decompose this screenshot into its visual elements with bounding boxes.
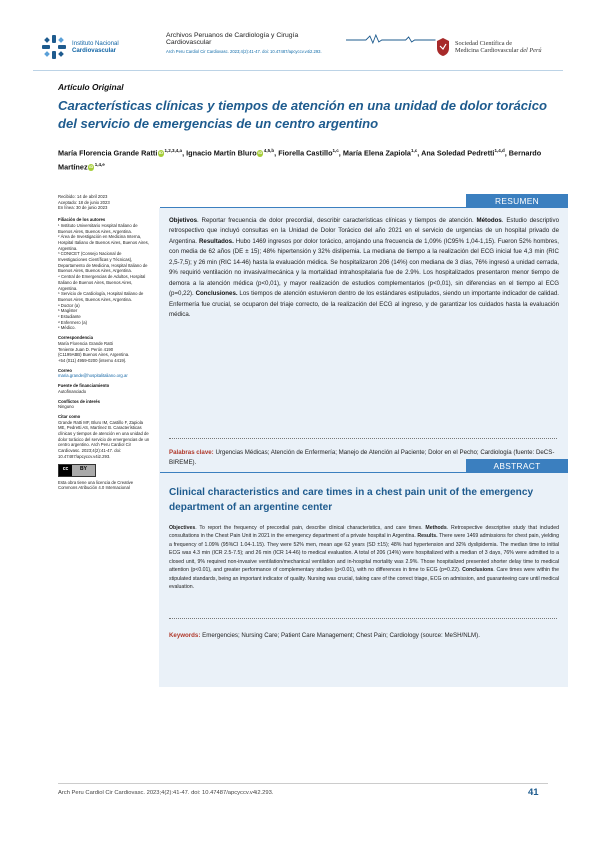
date-online: En línea: 30 de junio 2023 (58, 205, 108, 211)
keywords-text: Emergencies; Nursing Care; Patient Care Management; Chest Pain; Cardiology (source: MeSH/NLM). (200, 632, 480, 639)
by-icon: BY (72, 465, 95, 476)
society-name-suffix: del Perú (520, 47, 542, 54)
correspondence-line: María Florencia Grande Ratti (58, 340, 113, 346)
keywords (169, 631, 559, 641)
abstract-text (169, 524, 559, 592)
affiliation-item: ᵈ Enfermero (a) (58, 319, 88, 325)
correspondence-line: +54 (011) 4959-0200 (interno 4419). (58, 357, 127, 363)
author-name: Fiorella Castillo (278, 148, 333, 158)
cite-heading: Citar como (58, 413, 81, 419)
author-affiliation: 1,4,e (94, 162, 105, 168)
institute-logo-icon (40, 33, 68, 61)
funding-heading: Fuente de financiamiento (58, 383, 110, 389)
institute-name-line1: Instituto Nacional (72, 40, 119, 47)
author-name: María Elena Zapiola (342, 148, 411, 158)
author-affiliation: 4,5,b (263, 148, 275, 153)
affiliation-item: ⁴ Central de Emergencias de Adultos, Hospital Italiano de Buenos Aires, Buenos Aires, Argentina. (58, 274, 146, 291)
palabras-clave-label: Palabras clave: (169, 449, 214, 456)
author-affiliation: 1,c (332, 148, 339, 153)
abstract-tab: ABSTRACT (466, 459, 568, 473)
conflicts-value: Ninguno (58, 404, 74, 410)
resumen-tab: RESUMEN (466, 194, 568, 208)
affiliation-item: ᵉ Médico. (58, 325, 76, 331)
article-title-en: Clinical characteristics and care times in a chest pain unit of the emergency department of an argentine center (169, 487, 534, 513)
resultados-label: Resultados. (198, 237, 234, 245)
ecg-line-icon (346, 34, 436, 44)
conclusions-text: . Care times were within the stipulated standards, being an important indicator of quality. Nursing was crucial, taking care of the correct triage, ECG on admission, and guaranteeing care until medical evaluation. (169, 567, 559, 591)
author-affiliation: 1,4,d (494, 148, 505, 153)
author-list: María Florencia Grande Ratti iD $^{1,2,3,4,a}$, Ignacio Martín Bluro iD $^{4,5,b}$, Fiorella Castillo$^{1,c}$, María Elena Zapiola$^{1,c}$, Ana Soledad Pedretti$^{1,4,d}$, Bernardo Martínez iD $^{1,4,e}$ (58, 148, 542, 172)
affiliation-item: ¹ Instituto Universitario Hospital Italiano de Buenos Aires, Buenos Aires, Argentina. (58, 222, 138, 234)
author-name: Ana Soledad Pedretti (421, 148, 495, 158)
conclusions-label: Conclusions (462, 567, 494, 574)
institute-logo (40, 30, 160, 64)
author-affiliation: 1,2,3,4,a (164, 148, 183, 153)
metodos-label: Métodos (476, 217, 502, 224)
author-name: María Florencia Grande Ratti (58, 148, 158, 158)
funding-value: Autofinanciado (58, 388, 87, 394)
objectives-text: . To report the frequency of precordial pain, describe clinical characteristics, and care times. (195, 525, 426, 531)
correspondence-line: (C1199ABB) Buenos Aires, Argentina. (58, 352, 130, 358)
article-type: Artículo Original (58, 82, 124, 92)
orcid-icon[interactable]: iD (258, 150, 263, 156)
footer-citation: Arch Peru Cardiol Cir Cardiovasc. 2023;4(2):41-47. doi: 10.47487/apcyccv.v4i2.293. (58, 790, 274, 796)
affiliations-heading: Filiación de los autores (58, 217, 106, 223)
journal-name: Archivos Peruanos de Cardiología y Cirugía Cardiovascular (166, 32, 299, 46)
author-affiliation: 1,c (411, 148, 418, 153)
objetivos-text: . Reportar frecuencia de dolor precordial, describir características clínicas y tiempos de atención. (196, 217, 477, 224)
conclusiones-label: Conclusiones. (195, 290, 238, 298)
society-name-line1: Sociedad Científica de (455, 39, 513, 47)
objetivos-label: Objetivos (169, 217, 197, 224)
conclusiones-text: Los tiempos de atención estuvieron dentro de los estándares estipulados, siendo un importante indicador de calidad. Enfermería fue crucial, se ocuparon del triaje correcto, de la realización del ECG al ingreso, y de garantizar los cuidados hasta la evaluación médica. (169, 290, 559, 319)
orcid-icon[interactable]: iD (158, 150, 163, 156)
society-name-line2: Medicina Cardiovascular (455, 47, 519, 54)
email-heading: Correo (58, 367, 72, 373)
conflicts-heading: Conflictos de interés (58, 398, 101, 404)
palabras-clave-text: Urgencias Médicas; Atención de Enfermería; Manejo de Atención al Paciente; Dolor en el Pecho; Cardiología (fuente: DeCS-BIREME). (169, 449, 555, 467)
footer-divider (58, 783, 548, 784)
resumen-text (169, 216, 559, 321)
keywords-label: Keywords: (169, 632, 201, 639)
results-label: Results. (417, 533, 438, 540)
methods-text: . Retrospective descriptive study that included consultations in the Chest Pain Unit in 2021 in the emergency department of a private hospital in Argentina. (169, 525, 559, 540)
resultados-text: Hubo 1469 ingresos por dolor torácico, arrojando una frecuencia de 1,09% (IC95% 1,04-1,15). Fueron 52% hombres, con media de 62 años (DE ± 15); 48% hipertensión y 32% dislipemia. La mediana de tiempo a la realización del ECG inicial fue 4,3 min (RIC 2,5-7,5); y 26 min (RIC 14-46) hasta la evaluación médica. Se hospitalizaron 206 (14%) con mediana de 3 días, 76% ingresó a unidad cerrada, 9% requirió ventilación no invasiva/mecánica y la mortalidad intrahospitalaria fue de 2.9%. Los hospitalizados presentaron menor tiempo de demora a la atención médica (p<0,01), y mayor realización de estudios complementarios (p<0,01), sin diferencias en el tiempo al ECG (p=0,22). (169, 237, 560, 298)
journal-citation: Arch Peru Cardiol Cir Cardiovasc. 2023;4(2):41-47. doi: 10.47487/apcyccv.v4i2.293. (166, 49, 322, 54)
correspondence-heading: Correspondencia (58, 335, 93, 341)
article-sidebar (58, 194, 150, 491)
cc-license-badge[interactable] (58, 464, 96, 477)
article-title-es: Características clínicas y tiempos de atención en una unidad de dolor torácico del servicio de emergencias de un centro argentino (58, 98, 547, 131)
affiliation-item: ³ CONICET (Consejo Nacional de Investigaciones Científicas y Técnicas), Departamento de Medicina, Hospital Italiano de Buenos Aires, Buenos Aires, Argentina. (58, 251, 148, 274)
society-logo (436, 30, 566, 64)
correspondence-line: Teniente Juan D. Perón 4190 (58, 346, 114, 352)
cite-text: Grande Ratti MF, Bluro IM, Castillo F, Zapiola ME, Pedretti AS, Martínez B. Características clínicas y tiempos de atención en una unidad de dolor torácico del servicio de emergencias de un centro argentino. Arch Peru Cardiol Cir Cardiovasc. 2023;4(2):41-47. doi: 10.47487/apcyccv.v4i2.293. (58, 419, 150, 459)
date-accepted: Aceptado: 18 de junio 2023 (58, 199, 110, 205)
affiliation-item: ᵃ Doctor (a) (58, 302, 80, 308)
affiliation-item: ⁵ Servicio de Cardiología, Hospital Italiano de Buenos Aires, Buenos Aires, Argentina. (58, 291, 144, 302)
results-text: There were 1469 admissions for chest pain, yielding a frequency of 1.09% (95%CI 1.04-1.15). They were 52% men, mean age 62 years (SD ±15); 48% had hypertension and 32% dyslipidemia. The median time to initial ECG was 4.3 min (ICR 2.5-7.5); and 26 min (ICR 14-46) to medical evaluation. A total of 206 (14%) were hospitalized with a median of 3 days, 76% were admitted to a closed unit, 9% required non-invasive ventilation/mechanical ventilation and in-hospital mortality was 2.9%. Those hospitalized presented shorter delay time to medical attention (p<0.01), and greater performance of complementary studies (p<0.01), with no differences in time to ECG (p=0.22). (169, 533, 559, 574)
journal-header (166, 32, 436, 54)
affiliation-item: ᶜ Estudiante (58, 314, 81, 320)
header-divider (33, 70, 563, 71)
methods-label: Methods (425, 525, 447, 531)
email-link[interactable]: maria.grande@hospitalitaliano.org.ar (58, 373, 128, 379)
abstract-dotted-separator (169, 618, 557, 619)
author-name: Ignacio Martín Bluro (186, 148, 257, 158)
orcid-icon[interactable]: iD (89, 164, 94, 170)
affiliation-item: ᵇ Magíster (58, 308, 78, 314)
affiliation-item: ² Área de Investigación en Medicina Interna, Hospital Italiano de Buenos Aires, Buenos Aires, Argentina. (58, 234, 149, 251)
license-text: Esta obra tiene una licencia de Creative Commons Atribución 4.0 Internacional (58, 479, 134, 491)
metodos-text: . Estudio descriptivo retrospectivo que incluyó consultas en la Unidad de Dolor Torácico del año 2021 en el servicio de urgencias de un hospital privado de Argentina. (169, 217, 559, 245)
resumen-dotted-separator (169, 438, 557, 439)
date-received: Recibido: 14 de abril 2023 (58, 194, 108, 199)
cc-icon: cc (59, 465, 72, 476)
page-number: 41 (528, 787, 539, 798)
objectives-label: Objectives (169, 525, 196, 531)
author-name: Bernardo Martínez (58, 148, 542, 172)
institute-name-line2: Cardiovascular (72, 47, 117, 54)
society-logo-icon (436, 37, 450, 57)
